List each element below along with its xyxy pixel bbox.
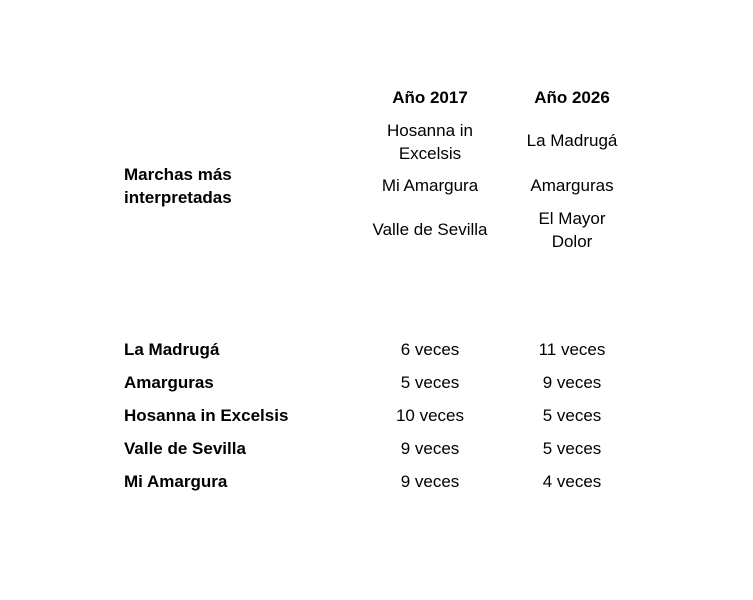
top-row-2-2017: Mi Amargura <box>381 176 479 195</box>
count-row-1-2017: 6 veces <box>400 340 460 359</box>
count-row-2-2026: 9 veces <box>542 373 602 392</box>
count-row-3-name: Hosanna in Excelsis <box>124 406 289 425</box>
header-year-2017: Año 2017 <box>392 88 468 107</box>
count-row-2-name: Amarguras <box>124 373 214 392</box>
count-row-1-2026: 11 veces <box>538 340 606 359</box>
count-row-5-2017: 9 veces <box>400 472 460 491</box>
top-row-1-2017: Hosanna in Excelsis <box>386 121 473 163</box>
count-row-4-name: Valle de Sevilla <box>124 439 246 458</box>
top-row-2-2026: Amarguras <box>530 176 614 195</box>
count-row-5-name: Mi Amargura <box>124 472 228 491</box>
count-row-4-2017: 9 veces <box>400 439 460 458</box>
count-row-2-2017: 5 veces <box>400 373 460 392</box>
top-row-1-2026: La Madrugá <box>526 131 618 150</box>
count-row-3-2017: 10 veces <box>395 406 465 425</box>
count-row-1-name: La Madrugá <box>124 340 220 359</box>
count-row-5-2026: 4 veces <box>542 472 602 491</box>
count-row-4-2026: 5 veces <box>542 439 602 458</box>
header-year-2026: Año 2026 <box>534 88 610 107</box>
most-played-marches-label: Marchas más interpretadas <box>124 165 232 207</box>
top-row-3-2017: Valle de Sevilla <box>372 220 488 239</box>
top-row-3-2026: El Mayor Dolor <box>538 209 606 251</box>
count-row-3-2026: 5 veces <box>542 406 602 425</box>
